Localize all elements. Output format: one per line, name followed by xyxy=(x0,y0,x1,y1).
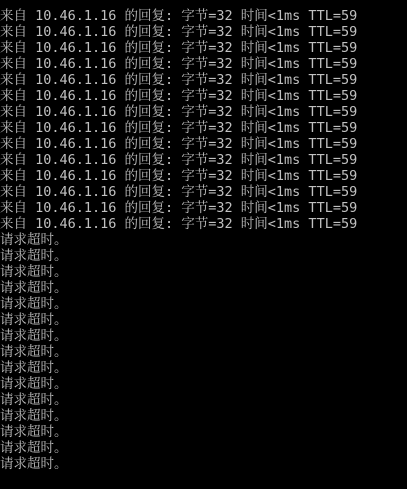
ping-reply-line: 来自 10.46.1.16 的回复: 字节=32 时间<1ms TTL=59 xyxy=(0,216,358,232)
ping-reply-line: 来自 10.46.1.16 的回复: 字节=32 时间<1ms TTL=59 xyxy=(0,56,358,72)
ping-reply-line: 来自 10.46.1.16 的回复: 字节=32 时间<1ms TTL=59 xyxy=(0,88,358,104)
ping-reply-line: 来自 10.46.1.16 的回复: 字节=32 时间<1ms TTL=59 xyxy=(0,72,358,88)
ping-reply-line: 来自 10.46.1.16 的回复: 字节=32 时间<1ms TTL=59 xyxy=(0,200,358,216)
ping-reply-line: 来自 10.46.1.16 的回复: 字节=32 时间<1ms TTL=59 xyxy=(0,24,358,40)
timeout-line: 请求超时。 xyxy=(0,408,68,424)
timeout-line: 请求超时。 xyxy=(0,248,68,264)
ping-reply-line: 来自 10.46.1.16 的回复: 字节=32 时间<1ms TTL=59 xyxy=(0,152,358,168)
timeout-line: 请求超时。 xyxy=(0,296,68,312)
terminal-top-edge xyxy=(0,0,407,6)
timeout-line: 请求超时。 xyxy=(0,264,68,280)
timeout-line: 请求超时。 xyxy=(0,456,68,472)
ping-reply-line: 来自 10.46.1.16 的回复: 字节=32 时间<1ms TTL=59 xyxy=(0,184,358,200)
timeout-line: 请求超时。 xyxy=(0,280,68,296)
timeout-line: 请求超时。 xyxy=(0,376,68,392)
timeout-line: 请求超时。 xyxy=(0,232,68,248)
ping-reply-line: 来自 10.46.1.16 的回复: 字节=32 时间<1ms TTL=59 xyxy=(0,168,358,184)
timeout-line: 请求超时。 xyxy=(0,360,68,376)
timeout-line: 请求超时。 xyxy=(0,392,68,408)
ping-reply-line: 来自 10.46.1.16 的回复: 字节=32 时间<1ms TTL=59 xyxy=(0,120,358,136)
timeout-line: 请求超时。 xyxy=(0,344,68,360)
timeout-line: 请求超时。 xyxy=(0,312,68,328)
ping-reply-line: 来自 10.46.1.16 的回复: 字节=32 时间<1ms TTL=59 xyxy=(0,136,358,152)
terminal-output xyxy=(0,8,357,472)
ping-reply-line: 来自 10.46.1.16 的回复: 字节=32 时间<1ms TTL=59 xyxy=(0,40,358,56)
timeout-line: 请求超时。 xyxy=(0,328,68,344)
ping-reply-line: 来自 10.46.1.16 的回复: 字节=32 时间<1ms TTL=59 xyxy=(0,104,358,120)
ping-reply-line: 来自 10.46.1.16 的回复: 字节=32 时间<1ms TTL=59 xyxy=(0,8,358,24)
timeout-line: 请求超时。 xyxy=(0,440,68,456)
timeout-line: 请求超时。 xyxy=(0,424,68,440)
